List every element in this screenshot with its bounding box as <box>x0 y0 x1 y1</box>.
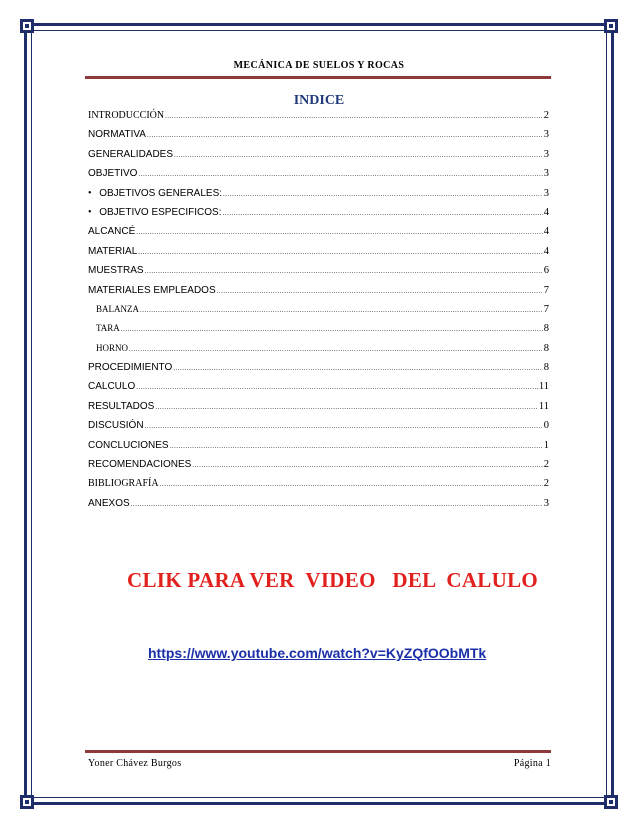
toc-entry-page: 11 <box>538 400 549 412</box>
toc-entry[interactable] <box>88 420 549 439</box>
toc-leader-dots <box>136 228 543 236</box>
toc-leader-dots <box>173 364 542 372</box>
toc-entry[interactable] <box>88 188 549 207</box>
toc-entry-label: MATERIAL <box>88 245 138 257</box>
header-title: MECÁNICA DE SUELOS Y ROCAS <box>233 60 405 71</box>
toc-leader-dots <box>140 306 543 314</box>
toc-entry-page: 2 <box>543 110 549 121</box>
toc-entry[interactable] <box>88 381 549 400</box>
toc-entry[interactable] <box>88 440 549 459</box>
toc-entry-label: RESULTADOS <box>88 400 155 412</box>
toc-entry-page: 8 <box>543 362 549 374</box>
toc-entry-label: BALANZA <box>96 303 139 314</box>
toc-entry[interactable] <box>88 323 549 342</box>
bullet-icon: • <box>88 206 92 218</box>
toc-leader-dots <box>136 383 538 391</box>
toc-entry-page: 7 <box>543 303 549 315</box>
index-title: INDICE <box>293 93 345 108</box>
toc-entry-label: CALCULO <box>88 381 136 393</box>
toc-entry[interactable] <box>88 498 549 517</box>
toc-leader-dots <box>138 170 542 178</box>
toc-entry[interactable] <box>88 304 549 323</box>
footer-divider <box>85 750 551 753</box>
toc-leader-dots <box>145 267 543 275</box>
footer-author: Yoner Chávez Burgos <box>88 758 182 769</box>
toc-entry-label: ANEXOS <box>88 497 130 509</box>
toc-entry-page: 4 <box>543 226 549 238</box>
toc-entry[interactable] <box>88 285 549 304</box>
toc-leader-dots <box>121 325 543 333</box>
toc-entry-page: 7 <box>543 284 549 296</box>
video-title: CLIK PARA VER VIDEO DEL CALULO <box>127 568 539 592</box>
toc-leader-dots <box>217 287 543 295</box>
toc-entry-label: CONCLUCIONES <box>88 439 169 451</box>
toc-entry-label: TARA <box>96 323 120 334</box>
toc-entry-label: INTRODUCCIÓN <box>88 110 165 121</box>
toc-entry-page: 2 <box>543 459 549 471</box>
toc-entry-label: ALCANCÉ <box>88 226 136 238</box>
toc-entry-label: GENERALIDADES <box>88 148 174 160</box>
toc-entry-page: 11 <box>538 381 549 393</box>
bullet-icon: • <box>88 187 92 199</box>
toc-leader-dots <box>165 112 543 120</box>
toc-entry[interactable] <box>88 168 549 187</box>
toc-entry-page: 6 <box>543 265 549 277</box>
toc-entry[interactable] <box>88 362 549 381</box>
toc-entry[interactable] <box>88 246 549 265</box>
toc-leader-dots <box>160 480 543 488</box>
toc-entry-label: OBJETIVO ESPECIFICOS: <box>99 206 222 218</box>
toc-leader-dots <box>129 345 543 353</box>
toc-leader-dots <box>222 209 542 217</box>
toc-entry-page: 4 <box>543 245 549 257</box>
toc-entry-page: 3 <box>543 148 549 160</box>
footer-page-number: Página 1 <box>513 758 551 769</box>
corner-ornament-bottom-right <box>604 795 618 809</box>
toc-entry-page: 2 <box>543 478 549 490</box>
toc-leader-dots <box>131 500 543 508</box>
toc-leader-dots <box>174 151 543 159</box>
toc-entry-page: 3 <box>543 168 549 180</box>
toc-entry[interactable] <box>88 129 549 148</box>
toc-entry-page: 4 <box>543 206 549 218</box>
toc-entry-label: OBJETIVOS GENERALES: <box>99 187 223 199</box>
toc-leader-dots <box>138 248 542 256</box>
corner-ornament-bottom-left <box>20 795 34 809</box>
toc-leader-dots <box>155 403 538 411</box>
toc-entry-label: BIBLIOGRAFÍA <box>88 478 159 490</box>
toc-entry[interactable] <box>88 478 549 497</box>
toc-entry-page: 8 <box>543 342 549 354</box>
toc-entry-label: DISCUSIÓN <box>88 420 144 432</box>
toc-entry-page: 3 <box>543 129 549 141</box>
toc-entry-label: PROCEDIMIENTO <box>88 362 173 374</box>
toc-entry[interactable] <box>88 149 549 168</box>
toc-entry-label: NORMATIVA <box>88 129 146 141</box>
toc-entry-page: 1 <box>543 439 549 451</box>
toc-entry[interactable] <box>88 401 549 420</box>
toc-entry[interactable] <box>88 459 549 478</box>
toc-entry-label: RECOMENDACIONES <box>88 459 192 471</box>
toc-entry-page: 8 <box>543 323 549 335</box>
toc-entry-page: 3 <box>543 187 549 199</box>
table-of-contents <box>88 110 549 517</box>
toc-entry[interactable] <box>88 207 549 226</box>
toc-leader-dots <box>223 190 543 198</box>
toc-entry[interactable] <box>88 343 549 362</box>
toc-leader-dots <box>147 131 543 139</box>
video-link[interactable]: https://www.youtube.com/watch?v=KyZQfOObMTk <box>148 645 487 661</box>
toc-entry-label: MATERIALES EMPLEADOS <box>88 284 216 296</box>
header-divider <box>85 76 551 79</box>
toc-leader-dots <box>145 422 543 430</box>
toc-leader-dots <box>170 442 543 450</box>
toc-entry[interactable] <box>88 110 549 129</box>
toc-leader-dots <box>192 461 542 469</box>
toc-entry[interactable] <box>88 226 549 245</box>
toc-entry-page: 0 <box>543 420 549 432</box>
toc-entry-label: OBJETIVO <box>88 168 138 180</box>
corner-ornament-top-right <box>604 19 618 33</box>
toc-entry[interactable] <box>88 265 549 284</box>
toc-entry-label: MUESTRAS <box>88 265 144 277</box>
toc-entry-page: 3 <box>543 497 549 509</box>
corner-ornament-top-left <box>20 19 34 33</box>
toc-entry-label: HORNO <box>96 342 129 353</box>
